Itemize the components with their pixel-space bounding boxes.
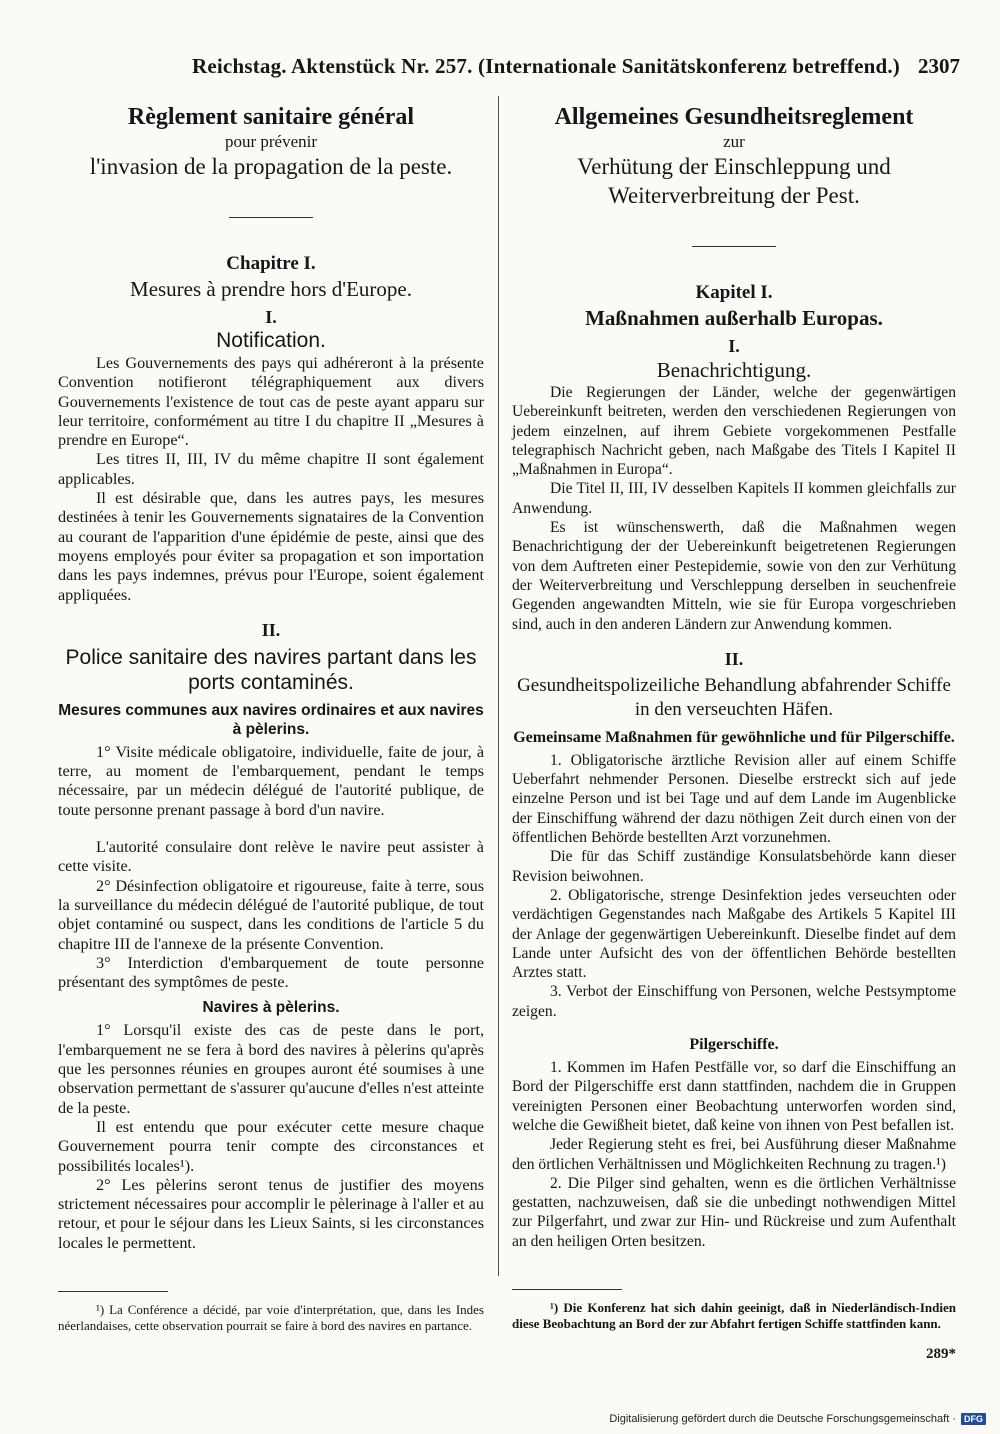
paragraph: 1. Obligatorische ärztliche Revision aller auf einem Schiffe Ueberfahrt nehmender Personen. Dieselbe erstreckt sich auf jede einzelne Person und ist bei Tage und auf dem Lande im Augenblicke der Einschiffung während der dazu nöthigen Zeit durch einen von der öffentlichen Behörde bestellten Arzt vorzunehmen. (512, 751, 956, 847)
paragraph: 2. Die Pilger sind gehalten, wenn es die örtlichen Verhältnisse gestatten, nachzuweisen, daß sie die unbedingt nothwendigen Mittel zur Pilgerfahrt, und zwar zur Hin- und Rückreise und zum Aufenthalt an den heiligen Orten besitzen. (512, 1174, 956, 1250)
french-chapter: Chapitre I. (226, 253, 316, 274)
french-section-2-number: II. (261, 619, 281, 640)
german-section-2-number: II. (724, 648, 744, 669)
paragraph: Les Gouvernements des pays qui adhéreront à la présente Convention notifieront télégraphiquement aux divers Gouvernements l'existence de tout cas de peste ayant apparu sur leur territoire, conformément au titre I du chapitre II „Mesures à prendre en Europe“. (58, 354, 484, 450)
german-section-1-number: I. (728, 336, 740, 356)
column-divider (498, 96, 499, 1276)
french-subtitle-small: pour prévenir (224, 132, 318, 151)
title-rule (229, 217, 313, 218)
footnote-rule (512, 1289, 622, 1290)
paragraph: Il est entendu que pour exécuter cette mesure chaque Gouvernement pourra tenir compte des circonstances et possibilités locales¹). (58, 1117, 484, 1175)
french-section-1-number: I. (265, 307, 277, 327)
german-subheading-common: Gemeinsame Maßnahmen für gewöhnliche und für Pilgerschiffe. (513, 728, 955, 746)
paragraph: 2° Désinfection obligatoire et rigoureuse, faite à terre, sous la surveillance du médecin délégué de l'autorité publique, de tout objet contaminé ou suspect, dans les conditions de l'article 5 du chapitre III de l'annexe de la présente Convention. (58, 876, 484, 953)
page-header (62, 52, 960, 84)
sheet-signature: 289* (926, 1346, 956, 1362)
german-title: Allgemeines Gesundheitsreglement (554, 104, 914, 130)
paragraph: Die Regierungen der Länder, welche der gegenwärtigen Uebereinkunft beitreten, werden den verschiedenen Regierungen von jedem einzelnen, auf ihrem Gebiete vorgekommenen Pestfalle telegraphisch Nachricht geben, nach Maßgabe des Titels I Kapitel II „Maßnahmen in Europa“. (512, 384, 956, 479)
german-chapter-title: Maßnahmen außerhalb Europas. (585, 306, 883, 330)
page-number: 2307 (918, 54, 960, 78)
german-chapter: Kapitel I. (695, 282, 773, 303)
paragraph: L'autorité consulaire dont relève le navire peut assister à cette visite. (58, 838, 484, 876)
paragraph: 1. Kommen im Hafen Pestfälle vor, so darf die Einschiffung an Bord der Pilgerschiffe erst dann stattfinden, nachdem die in Gruppen vereinigten Personen einer Beobachtung unterworfen worden sind, welche die Gewißheit bietet, daß keine von ihnen von Pest befallen ist. (512, 1059, 956, 1134)
running-title: Reichstag. Aktenstück Nr. 257. (Internationale Sanitätskonferenz betreffend.) (192, 54, 900, 78)
german-subheading-pilgrims: Pilgerschiffe. (689, 1036, 779, 1054)
paragraph: 3. Verbot der Einschiffung von Personen, welche Pestsymptome zeigen. (512, 983, 956, 1020)
german-subtitle-small: zur (723, 132, 745, 151)
german-section-2-title: Gesundheitspolizeiliche Behandlung abfahrender Schiffe in den verseuchten Häfen. (517, 674, 951, 720)
french-subheading-pilgrims: Navires à pèlerins. (202, 999, 340, 1017)
paragraph: Es ist wünschenswerth, daß die Maßnahmen wegen Benachrichtigung der der Uebereinkunft beigetretenen Regierungen von dem Auftreten einer Pestepidemie, sowie von den zur Verhütung der Weiterverbreitung und Verschleppung derselben in seuchenfreie Gegenden angewandten Mitteln, wie sie für Europa vorgeschrieben sind, auch in den anderen Ländern zur Anwendung kommen. (512, 519, 956, 633)
footnote-rule (58, 1291, 168, 1292)
french-column (58, 96, 484, 1334)
french-footnote: ¹) La Conférence a décidé, par voie d'interprétation, que, dans les Indes néerlandaises, cette observation pourrait se faire à bord des navires en partance. (58, 1301, 484, 1333)
french-chapter-title: Mesures à prendre hors d'Europe. (130, 277, 412, 301)
credit-text: Digitalisierung gefördert durch die Deutsche Forschungsgemeinschaft · (609, 1413, 956, 1425)
german-footnote: ¹) Die Konferenz hat sich dahin geeinigt, daß in Niederländisch-Indien diese Beobachtung an Bord der zur Abfahrt fertigen Schiffe stattfinden kann. (512, 1299, 956, 1331)
paragraph: 1° Visite médicale obligatoire, individuelle, faite de jour, à terre, au moment de l'embarquement, pendant le temps nécessaire, par un médecin délégué de l'autorité publique, de toute personne prenant passage à bord d'un navire. (58, 742, 484, 819)
french-section-2-title: Police sanitaire des navires partant dans les ports contaminés. (65, 645, 477, 694)
german-section-1-title: Benachrichtigung. (656, 358, 812, 382)
paragraph: 2° Les pèlerins seront tenus de justifier des moyens strictement nécessaires pour accomplir le pèlerinage à l'aller et au retour, et pour le séjour dans les Lieux Saints, si les circonstances locales le permettent. (58, 1175, 484, 1252)
german-column (512, 96, 956, 1332)
french-subtitle: l'invasion de la propagation de la peste. (89, 154, 453, 179)
paragraph: 3° Interdiction d'embarquement de toute personne présentant des symptômes de peste. (58, 953, 484, 992)
paragraph: Les titres II, III, IV du même chapitre II sont également applicables. (58, 450, 484, 488)
french-title: Règlement sanitaire général (127, 104, 415, 130)
paragraph: Il est désirable que, dans les autres pays, les mesures destinées à tenir les Gouvernements signataires de la Convention au courant de l'apparition d'une épidémie de peste, ainsi que des moyens employés pour éviter sa propagation et son importation dans les pays indemnes, prévus pour l'Europe, soient également appliquées. (58, 489, 484, 604)
german-subtitle: Verhütung der Einschleppung und Weiterverbreitung der Pest. (577, 154, 891, 208)
french-section-1-title: Notification. (216, 329, 326, 352)
french-subheading-common: Mesures communes aux navires ordinaires et aux navires à pèlerins. (58, 701, 484, 738)
paragraph: Die für das Schiff zuständige Konsulatsbehörde kann dieser Revision beiwohnen. (512, 848, 956, 885)
title-rule (692, 246, 776, 247)
digitization-credit (609, 1413, 986, 1425)
paragraph: 1° Lorsqu'il existe des cas de peste dans le port, l'embarquement ne se fera à bord des navires à pèlerins qu'après que les personnes réunies en groupes auront été soumises à une observation permettant de s'assurer qu'aucune d'elles n'est atteinte de la peste. (58, 1021, 484, 1117)
paragraph: Jeder Regierung steht es frei, bei Ausführung dieser Maßnahme den örtlichen Verhältnissen und Möglichkeiten Rechnung zu tragen.¹) (512, 1136, 956, 1173)
paragraph: Die Titel II, III, IV desselben Kapitels II kommen gleichfalls zur Anwendung. (512, 480, 956, 517)
paragraph: 2. Obligatorische, strenge Desinfektion jedes verseuchten oder verdächtigen Gegenstandes nach Maßgabe des Artikels 5 Kapitel III der Anlage der gegenwärtigen Uebereinkunft. Dieselbe findet auf dem Lande unter Aufsicht des von der öffentlichen Behörde bestellten Arztes statt. (512, 886, 956, 982)
dfg-logo: DFG (961, 1413, 986, 1425)
